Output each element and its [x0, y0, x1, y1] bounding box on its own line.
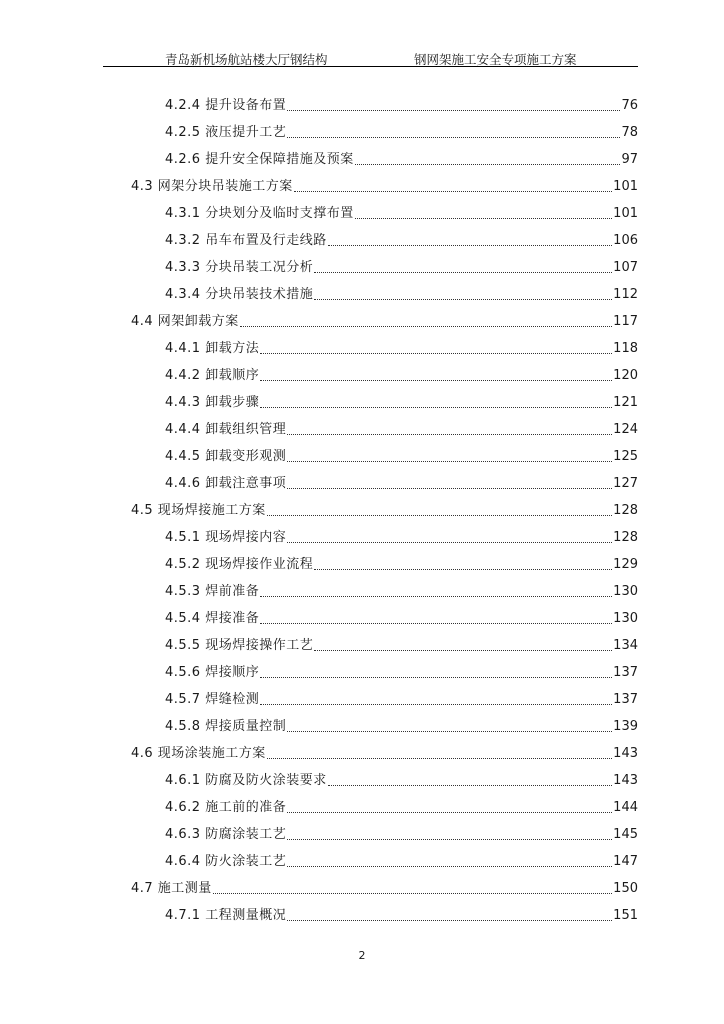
- toc-subsection-entry[interactable]: [165, 283, 638, 303]
- toc-entry-title: 4.4.4 卸载组织管理: [165, 422, 287, 437]
- toc-entry-title: 4.6.3 防腐涂装工艺: [165, 827, 287, 842]
- toc-subsection-entry[interactable]: [165, 418, 638, 438]
- toc-entry-title: 4.5.4 焊接准备: [165, 611, 260, 626]
- toc-entry-page-number: 129: [613, 557, 638, 572]
- toc-entry-title: 4.3.2 吊车布置及行走线路: [165, 233, 327, 248]
- toc-entry-title: 4.5.2 现场焊接作业流程: [165, 557, 314, 572]
- toc-subsection-entry[interactable]: [165, 526, 638, 546]
- toc-subsection-entry[interactable]: [165, 823, 638, 843]
- toc-section-entry[interactable]: [131, 742, 638, 762]
- toc-dot-leader: [260, 595, 612, 597]
- toc-dot-leader: [328, 244, 612, 246]
- toc-entry-title: 4.5 现场焊接施工方案: [131, 503, 266, 518]
- toc-entry-title: 4.5.5 现场焊接操作工艺: [165, 638, 314, 653]
- toc-entry-page-number: 124: [613, 422, 638, 437]
- toc-entry-page-number: 144: [613, 800, 638, 815]
- toc-dot-leader: [267, 514, 612, 516]
- toc-entry-title: 4.2.4 提升设备布置: [165, 98, 287, 113]
- header-document-title: 钢网架施工安全专项施工方案: [414, 52, 577, 67]
- toc-subsection-entry[interactable]: [165, 634, 638, 654]
- toc-dot-leader: [287, 919, 612, 921]
- toc-entry-title: 4.6.4 防火涂装工艺: [165, 854, 287, 869]
- toc-entry-page-number: 130: [613, 584, 638, 599]
- toc-subsection-entry[interactable]: [165, 121, 638, 141]
- toc-entry-page-number: 128: [613, 503, 638, 518]
- toc-subsection-entry[interactable]: [165, 445, 638, 465]
- toc-subsection-entry[interactable]: [165, 148, 638, 168]
- toc-entry-title: 4.5.3 焊前准备: [165, 584, 260, 599]
- toc-subsection-entry[interactable]: [165, 580, 638, 600]
- toc-entry-title: 4.4.6 卸载注意事项: [165, 476, 287, 491]
- toc-entry-page-number: 76: [621, 98, 638, 113]
- toc-entry-page-number: 145: [613, 827, 638, 842]
- toc-subsection-entry[interactable]: [165, 796, 638, 816]
- toc-subsection-entry[interactable]: [165, 391, 638, 411]
- toc-entry-title: 4.2.5 液压提升工艺: [165, 125, 287, 140]
- toc-section-entry[interactable]: [131, 310, 638, 330]
- toc-entry-title: 4.4.3 卸载步骤: [165, 395, 260, 410]
- toc-entry-page-number: 101: [613, 206, 638, 221]
- toc-entry-title: 4.7.1 工程测量概况: [165, 908, 287, 923]
- toc-subsection-entry[interactable]: [165, 904, 638, 924]
- toc-dot-leader: [328, 784, 612, 786]
- toc-entry-title: 4.2.6 提升安全保障措施及预案: [165, 152, 354, 167]
- toc-entry-title: 4.7 施工测量: [131, 881, 212, 896]
- toc-dot-leader: [287, 730, 612, 732]
- toc-dot-leader: [260, 622, 612, 624]
- toc-dot-leader: [287, 109, 620, 111]
- toc-entry-page-number: 78: [621, 125, 638, 140]
- header-project-title: 青岛新机场航站楼大厅钢结构: [165, 52, 328, 67]
- toc-entry-page-number: 128: [613, 530, 638, 545]
- page-number: 2: [358, 949, 366, 962]
- toc-entry-page-number: 147: [613, 854, 638, 869]
- toc-entry-page-number: 143: [613, 746, 638, 761]
- toc-dot-leader: [240, 325, 612, 327]
- toc-dot-leader: [260, 379, 612, 381]
- toc-dot-leader: [213, 892, 612, 894]
- toc-entry-page-number: 118: [613, 341, 638, 356]
- toc-subsection-entry[interactable]: [165, 688, 638, 708]
- toc-dot-leader: [294, 190, 612, 192]
- toc-dot-leader: [287, 487, 612, 489]
- toc-entry-title: 4.5.1 现场焊接内容: [165, 530, 287, 545]
- toc-entry-page-number: 97: [621, 152, 638, 167]
- toc-subsection-entry[interactable]: [165, 661, 638, 681]
- toc-subsection-entry[interactable]: [165, 769, 638, 789]
- toc-subsection-entry[interactable]: [165, 229, 638, 249]
- toc-entry-title: 4.3 网架分块吊装施工方案: [131, 179, 293, 194]
- toc-subsection-entry[interactable]: [165, 850, 638, 870]
- toc-entry-title: 4.3.4 分块吊装技术措施: [165, 287, 314, 302]
- toc-dot-leader: [355, 217, 612, 219]
- toc-entry-page-number: 106: [613, 233, 638, 248]
- toc-dot-leader: [260, 703, 612, 705]
- toc-entry-page-number: 143: [613, 773, 638, 788]
- toc-subsection-entry[interactable]: [165, 607, 638, 627]
- header-rule: [103, 66, 638, 67]
- toc-dot-leader: [260, 676, 612, 678]
- toc-dot-leader: [314, 649, 612, 651]
- toc-dot-leader: [267, 757, 612, 759]
- toc-entry-title: 4.4 网架卸载方案: [131, 314, 239, 329]
- toc-entry-title: 4.4.5 卸载变形观测: [165, 449, 287, 464]
- toc-dot-leader: [260, 352, 612, 354]
- toc-entry-title: 4.6.1 防腐及防火涂装要求: [165, 773, 327, 788]
- toc-dot-leader: [287, 838, 612, 840]
- toc-dot-leader: [314, 298, 612, 300]
- toc-subsection-entry[interactable]: [165, 553, 638, 573]
- toc-section-entry[interactable]: [131, 175, 638, 195]
- toc-entry-page-number: 112: [613, 287, 638, 302]
- toc-subsection-entry[interactable]: [165, 94, 638, 114]
- toc-entry-page-number: 120: [613, 368, 638, 383]
- toc-subsection-entry[interactable]: [165, 202, 638, 222]
- toc-entry-page-number: 151: [613, 908, 638, 923]
- toc-subsection-entry[interactable]: [165, 364, 638, 384]
- toc-dot-leader: [260, 406, 612, 408]
- toc-entry-page-number: 117: [613, 314, 638, 329]
- toc-entry-title: 4.5.6 焊接顺序: [165, 665, 260, 680]
- toc-dot-leader: [287, 541, 612, 543]
- toc-section-entry[interactable]: [131, 499, 638, 519]
- toc-entry-title: 4.3.1 分块划分及临时支撑布置: [165, 206, 354, 221]
- toc-entry-page-number: 134: [613, 638, 638, 653]
- toc-entry-title: 4.4.2 卸载顺序: [165, 368, 260, 383]
- page-header: [103, 44, 638, 66]
- toc-entry-title: 4.6 现场涂装施工方案: [131, 746, 266, 761]
- toc-subsection-entry[interactable]: [165, 256, 638, 276]
- toc-entry-page-number: 137: [613, 665, 638, 680]
- toc-entry-title: 4.3.3 分块吊装工况分析: [165, 260, 314, 275]
- toc-dot-leader: [287, 460, 612, 462]
- toc-entry-title: 4.5.8 焊接质量控制: [165, 719, 287, 734]
- toc-entry-page-number: 121: [613, 395, 638, 410]
- toc-entry-title: 4.5.7 焊缝检测: [165, 692, 260, 707]
- toc-subsection-entry[interactable]: [165, 337, 638, 357]
- toc-dot-leader: [287, 865, 612, 867]
- toc-subsection-entry[interactable]: [165, 472, 638, 492]
- toc-section-entry[interactable]: [131, 877, 638, 897]
- toc-entry-page-number: 139: [613, 719, 638, 734]
- toc-entry-title: 4.6.2 施工前的准备: [165, 800, 287, 815]
- toc-entry-page-number: 130: [613, 611, 638, 626]
- toc-dot-leader: [287, 811, 612, 813]
- toc-dot-leader: [355, 163, 621, 165]
- toc-entry-page-number: 107: [613, 260, 638, 275]
- toc-subsection-entry[interactable]: [165, 715, 638, 735]
- toc-dot-leader: [314, 271, 612, 273]
- toc-dot-leader: [287, 433, 612, 435]
- toc-entry-page-number: 127: [613, 476, 638, 491]
- toc-entry-page-number: 101: [613, 179, 638, 194]
- toc-entry-title: 4.4.1 卸载方法: [165, 341, 260, 356]
- toc-entry-page-number: 137: [613, 692, 638, 707]
- toc-dot-leader: [314, 568, 612, 570]
- toc-dot-leader: [287, 136, 620, 138]
- toc-entry-page-number: 125: [613, 449, 638, 464]
- toc-entry-page-number: 150: [613, 881, 638, 896]
